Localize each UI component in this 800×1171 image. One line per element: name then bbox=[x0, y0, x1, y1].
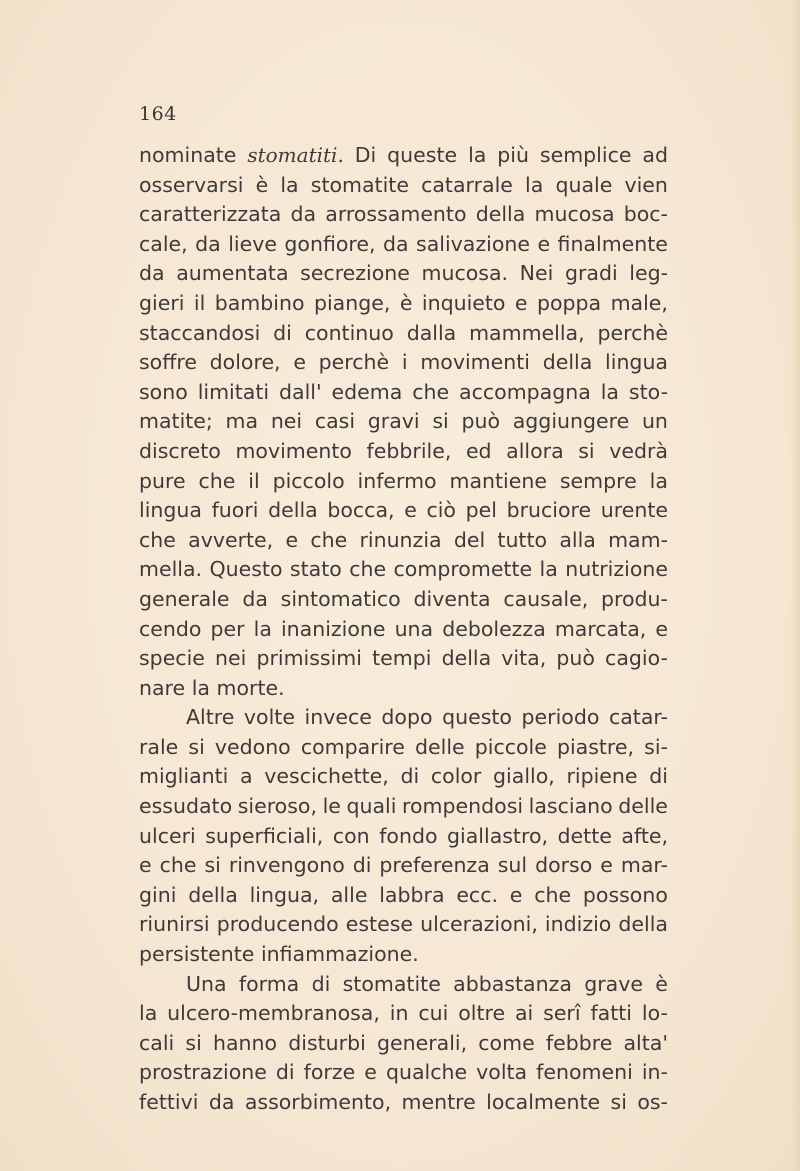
word: in bbox=[389, 1001, 409, 1026]
word: più bbox=[497, 143, 529, 167]
word: fuori bbox=[211, 498, 259, 523]
word: ed bbox=[465, 438, 492, 463]
word: può bbox=[461, 409, 501, 434]
word: labbra bbox=[379, 882, 445, 907]
word: gieri bbox=[139, 290, 185, 315]
word: specie bbox=[139, 646, 205, 671]
word: in- bbox=[641, 1060, 668, 1085]
word: si- bbox=[644, 734, 668, 759]
word: si bbox=[204, 853, 221, 878]
word: estese bbox=[345, 912, 413, 937]
word: febbrile, bbox=[366, 438, 452, 463]
text-line bbox=[139, 881, 668, 911]
word: produ- bbox=[601, 586, 668, 611]
word: inquieto bbox=[421, 290, 506, 315]
word: una bbox=[394, 616, 434, 641]
text-line bbox=[139, 762, 668, 792]
text-line bbox=[139, 999, 668, 1029]
word: miglianti bbox=[139, 764, 229, 789]
word: lingua bbox=[605, 350, 668, 375]
word: si bbox=[188, 734, 205, 759]
word: tutto bbox=[497, 527, 548, 552]
word: sempre bbox=[559, 468, 637, 493]
word: ulceri bbox=[139, 823, 196, 848]
word: che bbox=[310, 527, 348, 552]
word: boc- bbox=[623, 202, 668, 227]
word: leg- bbox=[629, 261, 668, 286]
text-line bbox=[139, 141, 668, 171]
word: lasciano bbox=[528, 794, 613, 819]
word: poppa bbox=[536, 290, 602, 315]
word: aggiungere bbox=[512, 409, 630, 434]
word: della bbox=[268, 498, 318, 523]
page-edge-shadow bbox=[790, 0, 800, 1171]
word: volte bbox=[243, 705, 295, 730]
word: e bbox=[600, 853, 613, 878]
word: si bbox=[432, 409, 449, 434]
word: le bbox=[322, 794, 341, 819]
word: disturbi bbox=[288, 1030, 366, 1055]
word: di bbox=[352, 853, 372, 878]
text-line bbox=[139, 230, 668, 260]
word: e bbox=[509, 882, 523, 907]
word: e bbox=[139, 853, 152, 878]
text-line bbox=[139, 792, 668, 822]
word: gradi bbox=[564, 261, 618, 286]
word: sono bbox=[139, 379, 188, 404]
word: producendo bbox=[216, 912, 339, 937]
word: delle bbox=[415, 734, 465, 759]
word: nominate bbox=[139, 143, 237, 167]
word: e bbox=[285, 527, 299, 552]
word: indizio bbox=[544, 912, 612, 937]
text-line bbox=[139, 910, 668, 940]
word: diventa bbox=[413, 586, 491, 611]
word: per bbox=[210, 616, 245, 641]
word: e bbox=[364, 1060, 377, 1085]
word: os- bbox=[637, 1090, 668, 1114]
word: i bbox=[401, 350, 408, 375]
word: matite; bbox=[139, 409, 213, 434]
word: della bbox=[475, 202, 526, 227]
word: sto- bbox=[628, 379, 668, 404]
word: ma bbox=[225, 409, 259, 434]
word: stomatiti. bbox=[247, 143, 344, 167]
word: volta bbox=[476, 1060, 528, 1085]
word: hanno bbox=[212, 1030, 278, 1055]
text-line bbox=[139, 437, 668, 467]
word: invece bbox=[304, 705, 372, 730]
word: comparire bbox=[300, 734, 405, 759]
word: giallastro, bbox=[447, 823, 549, 848]
word: è bbox=[399, 290, 413, 315]
word: infiammazione. bbox=[260, 942, 419, 967]
word: la bbox=[649, 468, 668, 493]
word: che bbox=[198, 468, 236, 493]
word: marcata, bbox=[554, 616, 647, 641]
word: delle bbox=[618, 794, 668, 819]
text-line bbox=[139, 733, 668, 763]
word: vescichette, bbox=[264, 764, 389, 789]
word: mucosa bbox=[534, 202, 615, 227]
text-line bbox=[139, 615, 668, 645]
word: Una bbox=[186, 971, 227, 996]
word: la bbox=[253, 616, 272, 641]
word: ulcerazioni, bbox=[420, 912, 538, 937]
word: alta' bbox=[623, 1030, 668, 1055]
word: febbre bbox=[545, 1030, 613, 1055]
word: piccolo bbox=[272, 468, 345, 493]
word: la bbox=[525, 172, 544, 197]
word: la bbox=[191, 675, 210, 700]
word: dall' bbox=[279, 379, 322, 404]
word: è bbox=[655, 971, 668, 996]
word: primissimi bbox=[256, 646, 362, 671]
word: vedono bbox=[214, 734, 291, 759]
word: rale bbox=[139, 734, 179, 759]
word: rinvengono bbox=[228, 853, 345, 878]
text-line bbox=[139, 940, 668, 970]
word: vita, bbox=[501, 646, 547, 671]
word: a bbox=[240, 764, 253, 789]
word: lingua bbox=[139, 498, 202, 523]
word: mar- bbox=[620, 853, 668, 878]
word: fenomeni bbox=[536, 1060, 633, 1085]
word: della bbox=[188, 882, 238, 907]
word: la bbox=[139, 1001, 158, 1026]
word: giallo, bbox=[493, 764, 555, 789]
text-line bbox=[139, 289, 668, 319]
word: prostrazione bbox=[139, 1060, 267, 1085]
word: cui bbox=[418, 1001, 449, 1026]
word: e bbox=[514, 290, 528, 315]
word: superficiali, bbox=[205, 823, 324, 848]
word: quale bbox=[555, 172, 613, 197]
word: dolore, bbox=[209, 350, 281, 375]
word: generali, bbox=[376, 1030, 468, 1055]
word: salivazione bbox=[416, 231, 530, 256]
word: di bbox=[273, 320, 292, 345]
word: abbastanza bbox=[453, 971, 572, 996]
word: piastre, bbox=[556, 734, 635, 759]
word: perchè bbox=[318, 350, 390, 375]
word: discreto bbox=[139, 438, 221, 463]
word: che bbox=[534, 882, 572, 907]
word: la bbox=[600, 379, 619, 404]
word: è bbox=[255, 172, 269, 197]
word: tempi bbox=[372, 646, 432, 671]
word: infermo bbox=[357, 468, 437, 493]
word: mantiene bbox=[449, 468, 547, 493]
text-line bbox=[139, 822, 668, 852]
word: da bbox=[139, 261, 165, 286]
text-line bbox=[139, 674, 668, 704]
word: della bbox=[441, 646, 492, 671]
word: bambino bbox=[214, 290, 305, 315]
word: che bbox=[159, 853, 197, 878]
word: movimenti bbox=[420, 350, 530, 375]
word: da bbox=[208, 1090, 235, 1114]
word: fatti bbox=[590, 1001, 633, 1026]
word: lingua, bbox=[249, 882, 320, 907]
word: nare bbox=[139, 675, 186, 700]
text-line bbox=[139, 555, 668, 585]
word: pel bbox=[465, 498, 497, 523]
word: come bbox=[478, 1030, 535, 1055]
word: alla bbox=[559, 527, 596, 552]
word: urente bbox=[600, 498, 668, 523]
word: semplice bbox=[539, 143, 632, 167]
word: rinunzia bbox=[359, 527, 442, 552]
word: allora bbox=[506, 438, 564, 463]
word: Questo bbox=[209, 557, 283, 582]
word: afte, bbox=[621, 823, 668, 848]
word: color bbox=[430, 764, 482, 789]
word: edema bbox=[331, 379, 403, 404]
word: debolezza bbox=[442, 616, 546, 641]
word: dette bbox=[557, 823, 612, 848]
word: ulcero-membranosa, bbox=[167, 1001, 380, 1026]
word: ripiene bbox=[566, 764, 638, 789]
word: avverte, bbox=[188, 527, 274, 552]
word: può bbox=[556, 646, 595, 671]
word: inanizione bbox=[280, 616, 386, 641]
word: bruciore bbox=[506, 498, 592, 523]
word: il bbox=[193, 290, 206, 315]
word: assorbimento, bbox=[244, 1090, 392, 1114]
word: gonfiore, bbox=[284, 231, 376, 256]
word: continuo bbox=[304, 320, 394, 345]
word: di bbox=[311, 971, 331, 996]
text-line bbox=[139, 703, 668, 733]
word: fettivi bbox=[139, 1090, 199, 1114]
text-line bbox=[139, 1058, 668, 1088]
word: piccole bbox=[474, 734, 547, 759]
word: possono bbox=[582, 882, 668, 907]
word: mentre bbox=[401, 1090, 476, 1114]
word: ad bbox=[642, 143, 668, 167]
word: periodo bbox=[521, 705, 600, 730]
word: nei bbox=[270, 409, 303, 434]
text-line bbox=[139, 467, 668, 497]
body-text bbox=[139, 141, 668, 1118]
word: vedrà bbox=[609, 438, 668, 463]
word: persistente bbox=[139, 942, 255, 967]
text-line bbox=[139, 259, 668, 289]
word: riunirsi bbox=[139, 912, 210, 937]
word: vien bbox=[624, 172, 668, 197]
word: Nei bbox=[519, 261, 554, 286]
text-line bbox=[139, 1029, 668, 1059]
word: oltre bbox=[458, 1001, 506, 1026]
word: mam- bbox=[608, 527, 668, 552]
word: nei bbox=[215, 646, 247, 671]
word: causale, bbox=[503, 586, 589, 611]
word: nutrizione bbox=[565, 557, 668, 582]
word: generale bbox=[139, 586, 230, 611]
word: della bbox=[542, 350, 593, 375]
text-line bbox=[139, 407, 668, 437]
word: sul bbox=[497, 853, 528, 878]
word: forma bbox=[238, 971, 300, 996]
word: lo- bbox=[641, 1001, 668, 1026]
word: perchè bbox=[597, 320, 668, 345]
word: sintomatico bbox=[280, 586, 401, 611]
word: osservarsi bbox=[139, 172, 244, 197]
word: staccandosi bbox=[139, 320, 261, 345]
word: arrossamento bbox=[325, 202, 467, 227]
word: la bbox=[280, 172, 299, 197]
text-line bbox=[139, 644, 668, 674]
text-line bbox=[139, 526, 668, 556]
word: si bbox=[185, 1030, 202, 1055]
word: da bbox=[242, 586, 268, 611]
word: piange, bbox=[313, 290, 391, 315]
word: che bbox=[139, 527, 176, 552]
word: cali bbox=[139, 1030, 175, 1055]
word: sieroso, bbox=[237, 794, 317, 819]
word: dalla bbox=[406, 320, 457, 345]
page-number: 164 bbox=[139, 103, 177, 125]
text-line bbox=[139, 319, 668, 349]
word: dorso bbox=[535, 853, 593, 878]
word: e bbox=[293, 350, 306, 375]
word: mucosa. bbox=[421, 261, 509, 286]
word: mammella, bbox=[469, 320, 585, 345]
word: di bbox=[400, 764, 420, 789]
word: casi bbox=[314, 409, 356, 434]
word: preferenza bbox=[379, 853, 490, 878]
word: da bbox=[195, 231, 221, 256]
word: di bbox=[649, 764, 668, 789]
word: da bbox=[382, 231, 409, 256]
text-line bbox=[139, 171, 668, 201]
word: rompendosi bbox=[402, 794, 524, 819]
word: aumentata bbox=[176, 261, 289, 286]
word: si bbox=[578, 438, 595, 463]
word: bocca, bbox=[327, 498, 395, 523]
word: ecc. bbox=[456, 882, 498, 907]
word: con bbox=[332, 823, 370, 848]
word: la bbox=[539, 557, 558, 582]
word: caratterizzata bbox=[139, 202, 282, 227]
word: gini bbox=[139, 882, 177, 907]
word: catar- bbox=[608, 705, 668, 730]
word: qualche bbox=[385, 1060, 468, 1085]
word: questo bbox=[442, 705, 512, 730]
word: catarrale bbox=[421, 172, 513, 197]
text-line bbox=[139, 496, 668, 526]
word: pure bbox=[139, 468, 186, 493]
word: stato bbox=[289, 557, 342, 582]
word: compromette bbox=[393, 557, 533, 582]
word: del bbox=[453, 527, 486, 552]
text-line bbox=[139, 200, 668, 230]
word: si bbox=[610, 1090, 627, 1114]
word: quali bbox=[346, 794, 397, 819]
word: un bbox=[641, 409, 668, 434]
word: Di bbox=[354, 143, 377, 167]
word: ai bbox=[514, 1001, 534, 1026]
word: che bbox=[349, 557, 387, 582]
word: mella. bbox=[139, 557, 203, 582]
text-line bbox=[139, 585, 668, 615]
word: serî bbox=[543, 1001, 581, 1026]
word: e bbox=[655, 616, 668, 641]
text-line bbox=[139, 348, 668, 378]
word: alle bbox=[330, 882, 368, 907]
word: finalmente bbox=[557, 231, 668, 256]
word: Altre bbox=[186, 705, 235, 730]
word: movimento bbox=[235, 438, 352, 463]
word: fondo bbox=[379, 823, 438, 848]
text-line bbox=[139, 851, 668, 881]
word: male, bbox=[610, 290, 668, 315]
word: cendo bbox=[139, 616, 202, 641]
word: soffre bbox=[139, 350, 197, 375]
word: morte. bbox=[216, 675, 285, 700]
word: cale, bbox=[139, 231, 188, 256]
word: e bbox=[537, 231, 551, 256]
word: localmente bbox=[486, 1090, 601, 1114]
word: dopo bbox=[381, 705, 433, 730]
word: secrezione bbox=[300, 261, 410, 286]
word: gravi bbox=[367, 409, 420, 434]
word: la bbox=[468, 143, 487, 167]
text-line bbox=[139, 970, 668, 1000]
word: ciò bbox=[426, 498, 456, 523]
word: grave bbox=[584, 971, 643, 996]
word: queste bbox=[387, 143, 458, 167]
word: stomatite bbox=[310, 172, 409, 197]
word: da bbox=[290, 202, 317, 227]
text-line bbox=[139, 378, 668, 408]
word: essudato bbox=[139, 794, 233, 819]
word: lieve bbox=[228, 231, 277, 256]
word: accompagna bbox=[459, 379, 591, 404]
word: stomatite bbox=[342, 971, 441, 996]
word: di bbox=[275, 1060, 295, 1085]
word: forze bbox=[303, 1060, 356, 1085]
word: cagio- bbox=[605, 646, 668, 671]
text-line bbox=[139, 1088, 668, 1118]
word: il bbox=[248, 468, 260, 493]
word: e bbox=[404, 498, 417, 523]
word: della bbox=[618, 912, 668, 937]
word: che bbox=[412, 379, 450, 404]
word: limitati bbox=[197, 379, 270, 404]
